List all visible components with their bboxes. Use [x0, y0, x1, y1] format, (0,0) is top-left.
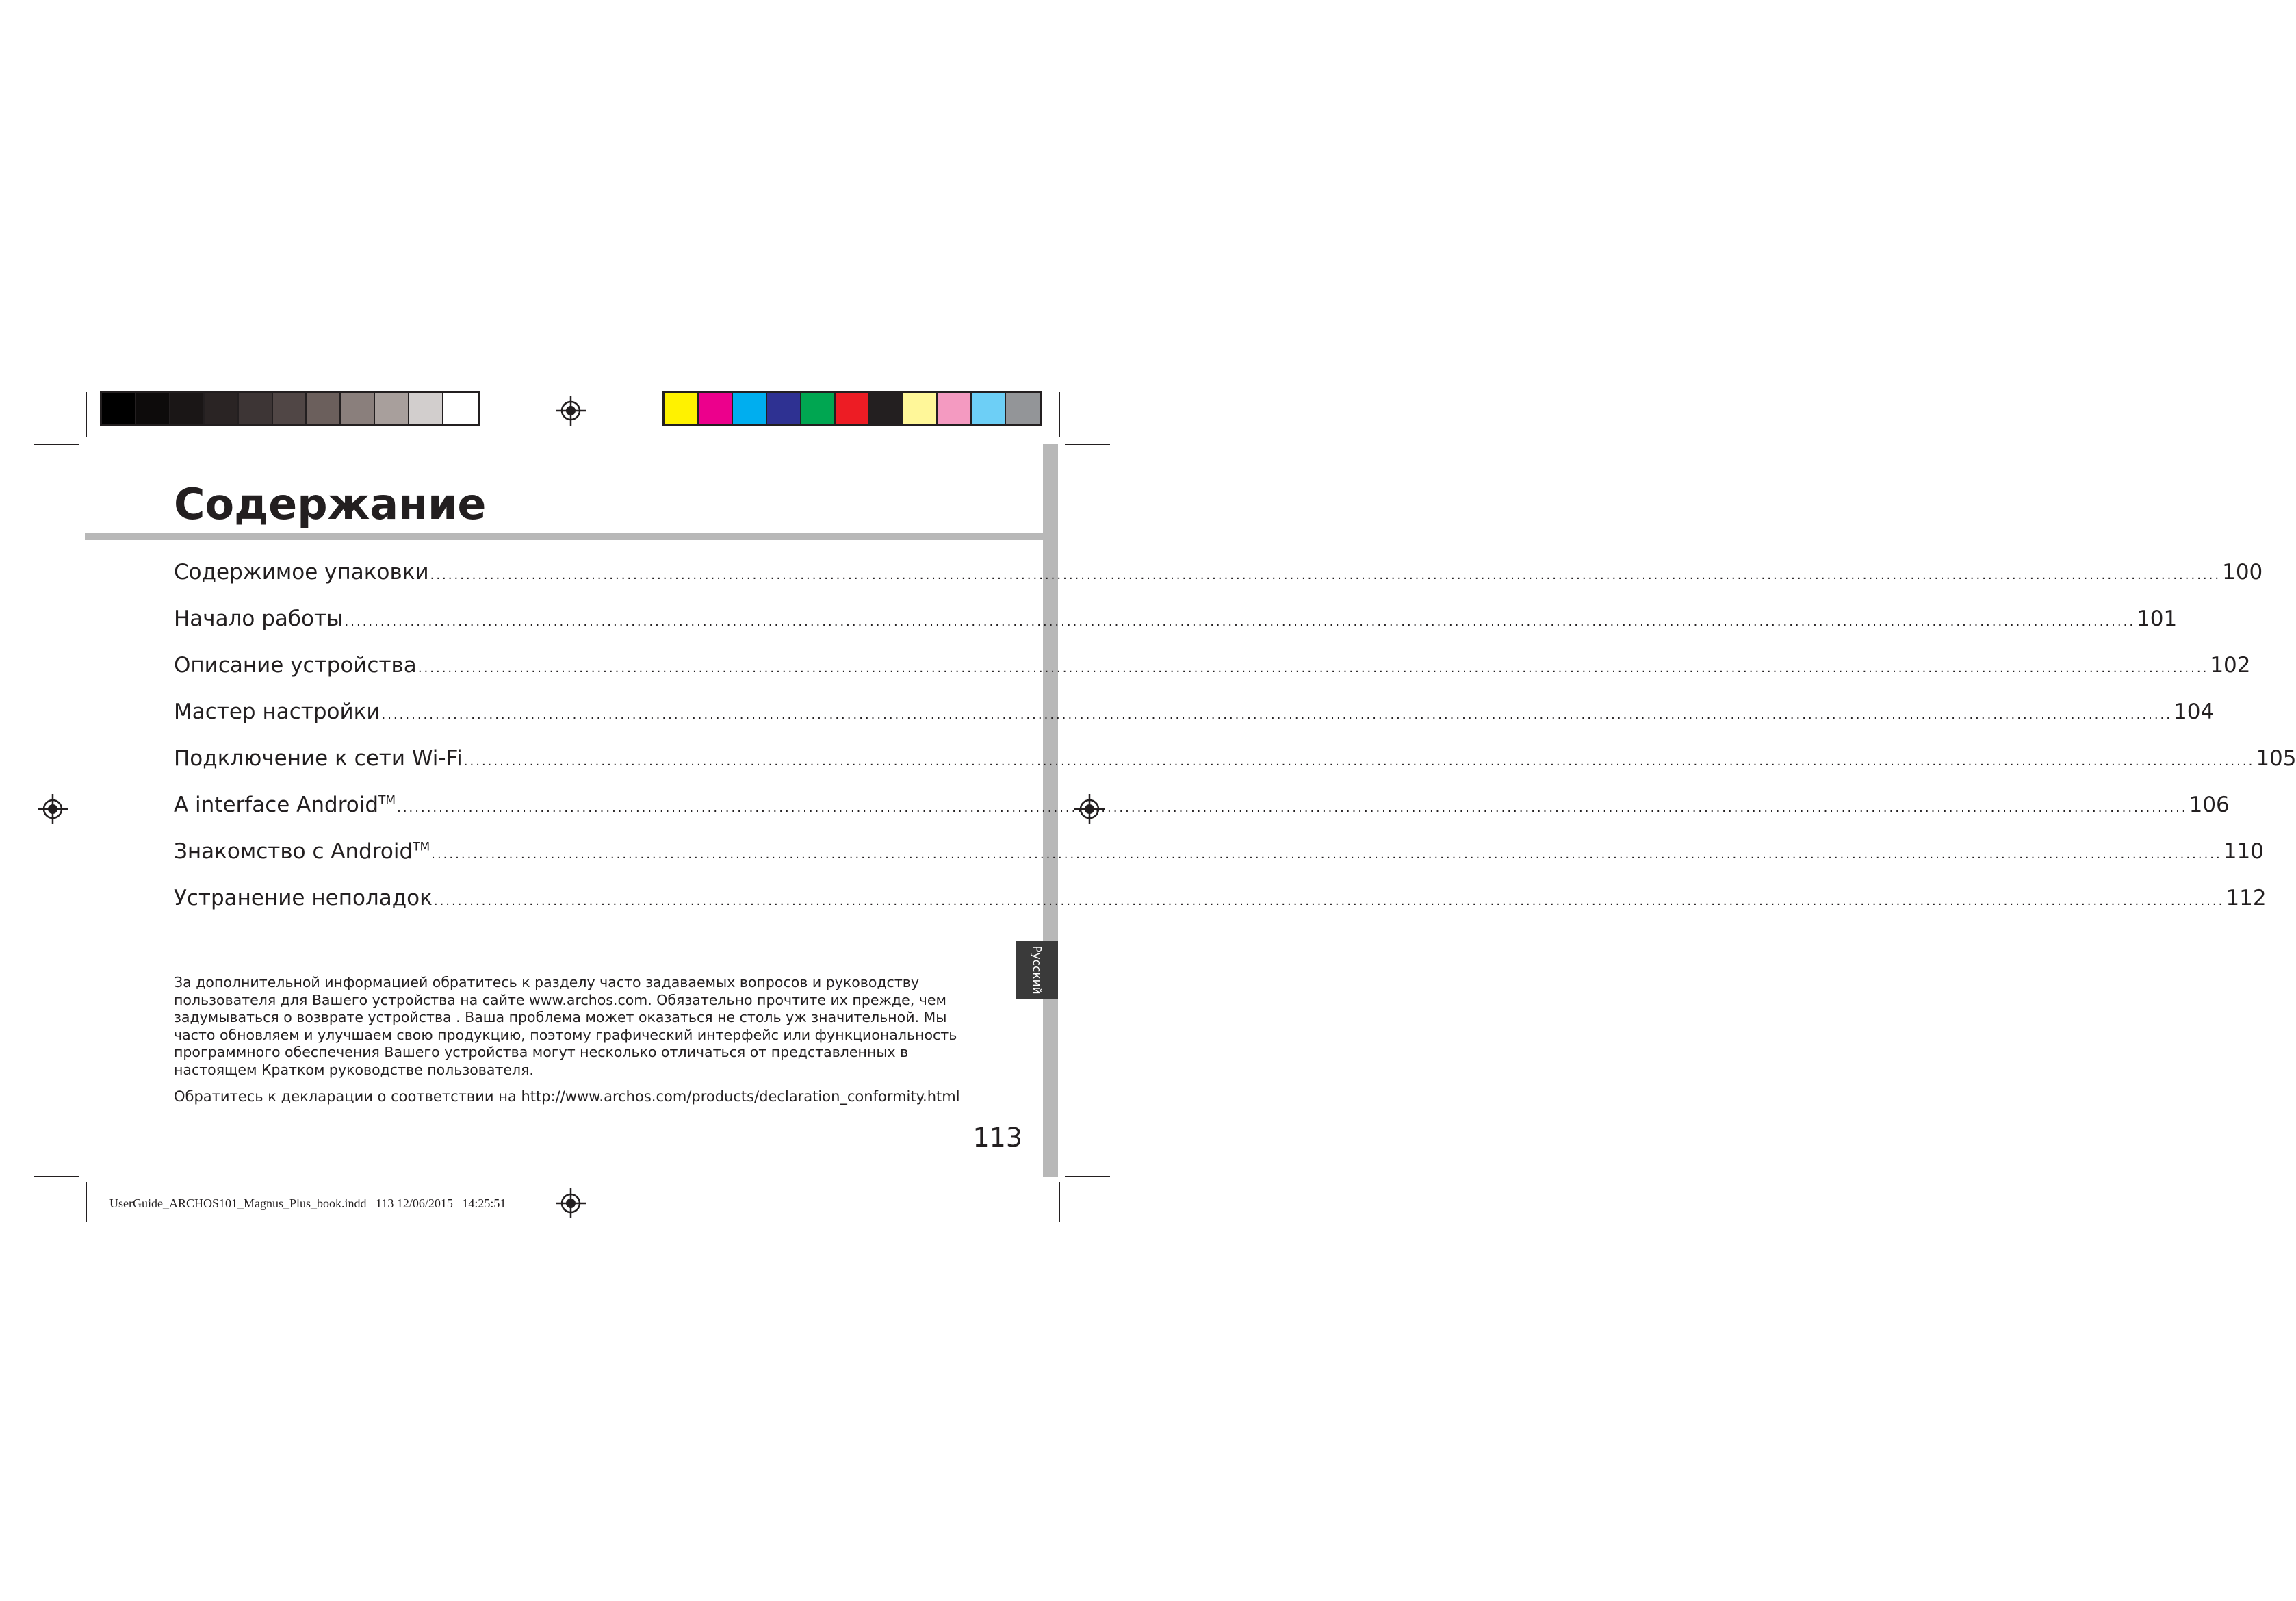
crop-mark-top-right-vertical [1059, 392, 1060, 437]
crop-mark-top-left-horizontal [34, 444, 79, 445]
toc-entry-text: Устранение неполадок [174, 886, 433, 910]
toc-leader-dots: ............................................................................................................................................................................................................................................................................................................ [430, 568, 2221, 582]
toc-entry-label [174, 793, 396, 817]
toc-entry-page: 110 [2223, 839, 2264, 864]
page-title: Содержание [174, 479, 487, 529]
gray-swatch [375, 393, 409, 424]
toc-entry-page: 102 [2210, 653, 2251, 678]
gray-swatch [205, 393, 239, 424]
toc-entry-label [174, 653, 417, 678]
toc-entry-text: Описание устройства [174, 653, 417, 678]
crop-mark-bottom-right-horizontal [1065, 1176, 1110, 1177]
toc-entry[interactable] [174, 653, 2251, 700]
toc-entry-page: 105 [2256, 746, 2296, 771]
process-swatch [733, 393, 767, 424]
toc-leader-dots: ............................................................................................................................................................................................................................................................................................................ [397, 801, 2188, 815]
info-note-line: настоящем Кратком руководстве пользователя. [174, 1061, 534, 1078]
toc-leader-dots: ............................................................................................................................................................................................................................................................................................................ [431, 847, 2222, 862]
gray-swatch [273, 393, 307, 424]
toc-entry-label [174, 886, 433, 910]
info-note-line: За дополнительной информацией обратитесь к разделу часто задаваемых вопросов и руководству [174, 974, 919, 990]
toc-entry-text: Подключение к сети Wi-Fi [174, 746, 463, 771]
toc-entry[interactable] [174, 746, 2296, 793]
toc-entry-label [174, 560, 429, 585]
toc-entry-text: Знакомство с Android [174, 839, 413, 864]
gray-swatch [136, 393, 170, 424]
toc-entry-label [174, 746, 463, 771]
table-of-contents [174, 560, 2296, 932]
registration-mark-icon [556, 396, 586, 426]
gray-swatch [341, 393, 375, 424]
toc-entry-page: 104 [2174, 700, 2215, 724]
toc-entry-text: Мастер настройки [174, 700, 380, 724]
language-tab-label: Русский [1030, 945, 1044, 995]
info-note-line: задумываться о возврате устройства . Ваша проблема может оказаться не столь уж значительной. Мы [174, 1009, 947, 1025]
toc-entry[interactable] [174, 793, 2230, 839]
toc-entry[interactable] [174, 560, 2263, 606]
toc-leader-dots: ............................................................................................................................................................................................................................................................................................................ [417, 661, 2209, 676]
conformity-note: Обратитесь к декларации о соответствии на http://www.archos.com/products/declaration_conformity.html [174, 1088, 960, 1105]
gray-swatch [102, 393, 136, 424]
toc-leader-dots: ............................................................................................................................................................................................................................................................................................................ [463, 754, 2255, 769]
info-note-line: часто обновляем и улучшаем свою продукцию, поэтому графический интерфейс или функциональность [174, 1026, 957, 1043]
toc-entry-label [174, 606, 344, 631]
toc-entry-text: Начало работы [174, 606, 344, 631]
process-swatch [665, 393, 699, 424]
toc-entry-label [174, 700, 380, 724]
crop-mark-top-left-vertical [86, 392, 87, 437]
title-rule [85, 533, 1043, 540]
toc-leader-dots: ............................................................................................................................................................................................................................................................................................................ [433, 894, 2225, 908]
process-swatch [1006, 393, 1040, 424]
trademark-superscript: TM [413, 840, 430, 854]
toc-leader-dots: ............................................................................................................................................................................................................................................................................................................ [381, 708, 2172, 722]
process-swatch [767, 393, 801, 424]
registration-mark-icon [38, 794, 68, 824]
toc-entry[interactable] [174, 839, 2264, 886]
process-color-bar [662, 391, 1042, 426]
toc-entry-text: A interface Android [174, 793, 379, 817]
process-swatch [972, 393, 1006, 424]
print-slug: UserGuide_ARCHOS101_Magnus_Plus_book.indd 113 12/06/2015 14:25:51 [109, 1196, 506, 1210]
info-note [174, 974, 968, 1079]
toc-entry-page: 112 [2226, 886, 2267, 910]
crop-mark-bottom-right-vertical [1059, 1182, 1060, 1222]
process-swatch [801, 393, 836, 424]
registration-mark-icon [556, 1188, 586, 1218]
toc-entry-text: Содержимое упаковки [174, 560, 429, 585]
crop-mark-bottom-left-horizontal [34, 1176, 79, 1177]
process-swatch [869, 393, 903, 424]
toc-entry-page: 106 [2189, 793, 2230, 817]
process-swatch [903, 393, 938, 424]
toc-entry-page: 101 [2137, 606, 2178, 631]
toc-entry[interactable] [174, 700, 2215, 746]
toc-entry-page: 100 [2222, 560, 2263, 585]
info-note-line: пользователя для Вашего устройства на сайте www.archos.com. Обязательно прочтите их прежде, чем [174, 991, 946, 1008]
toc-leader-dots: ............................................................................................................................................................................................................................................................................................................ [344, 615, 2136, 629]
gray-swatch [170, 393, 205, 424]
crop-mark-bottom-left-vertical [86, 1182, 87, 1222]
crop-mark-top-right-horizontal [1065, 444, 1110, 445]
page-number: 113 [972, 1123, 1022, 1153]
toc-entry[interactable] [174, 886, 2267, 932]
process-swatch [938, 393, 972, 424]
toc-entry[interactable] [174, 606, 2178, 653]
grayscale-color-bar [100, 391, 480, 426]
process-swatch [836, 393, 870, 424]
process-swatch [699, 393, 733, 424]
gray-swatch [409, 393, 443, 424]
gray-swatch [239, 393, 273, 424]
toc-entry-label [174, 839, 430, 864]
gray-swatch [307, 393, 341, 424]
info-note-line: программного обеспечения Вашего устройства могут несколько отличаться от представленных в [174, 1044, 909, 1060]
trademark-superscript: TM [378, 793, 396, 808]
language-tab [1016, 941, 1058, 999]
gray-swatch [443, 393, 478, 424]
